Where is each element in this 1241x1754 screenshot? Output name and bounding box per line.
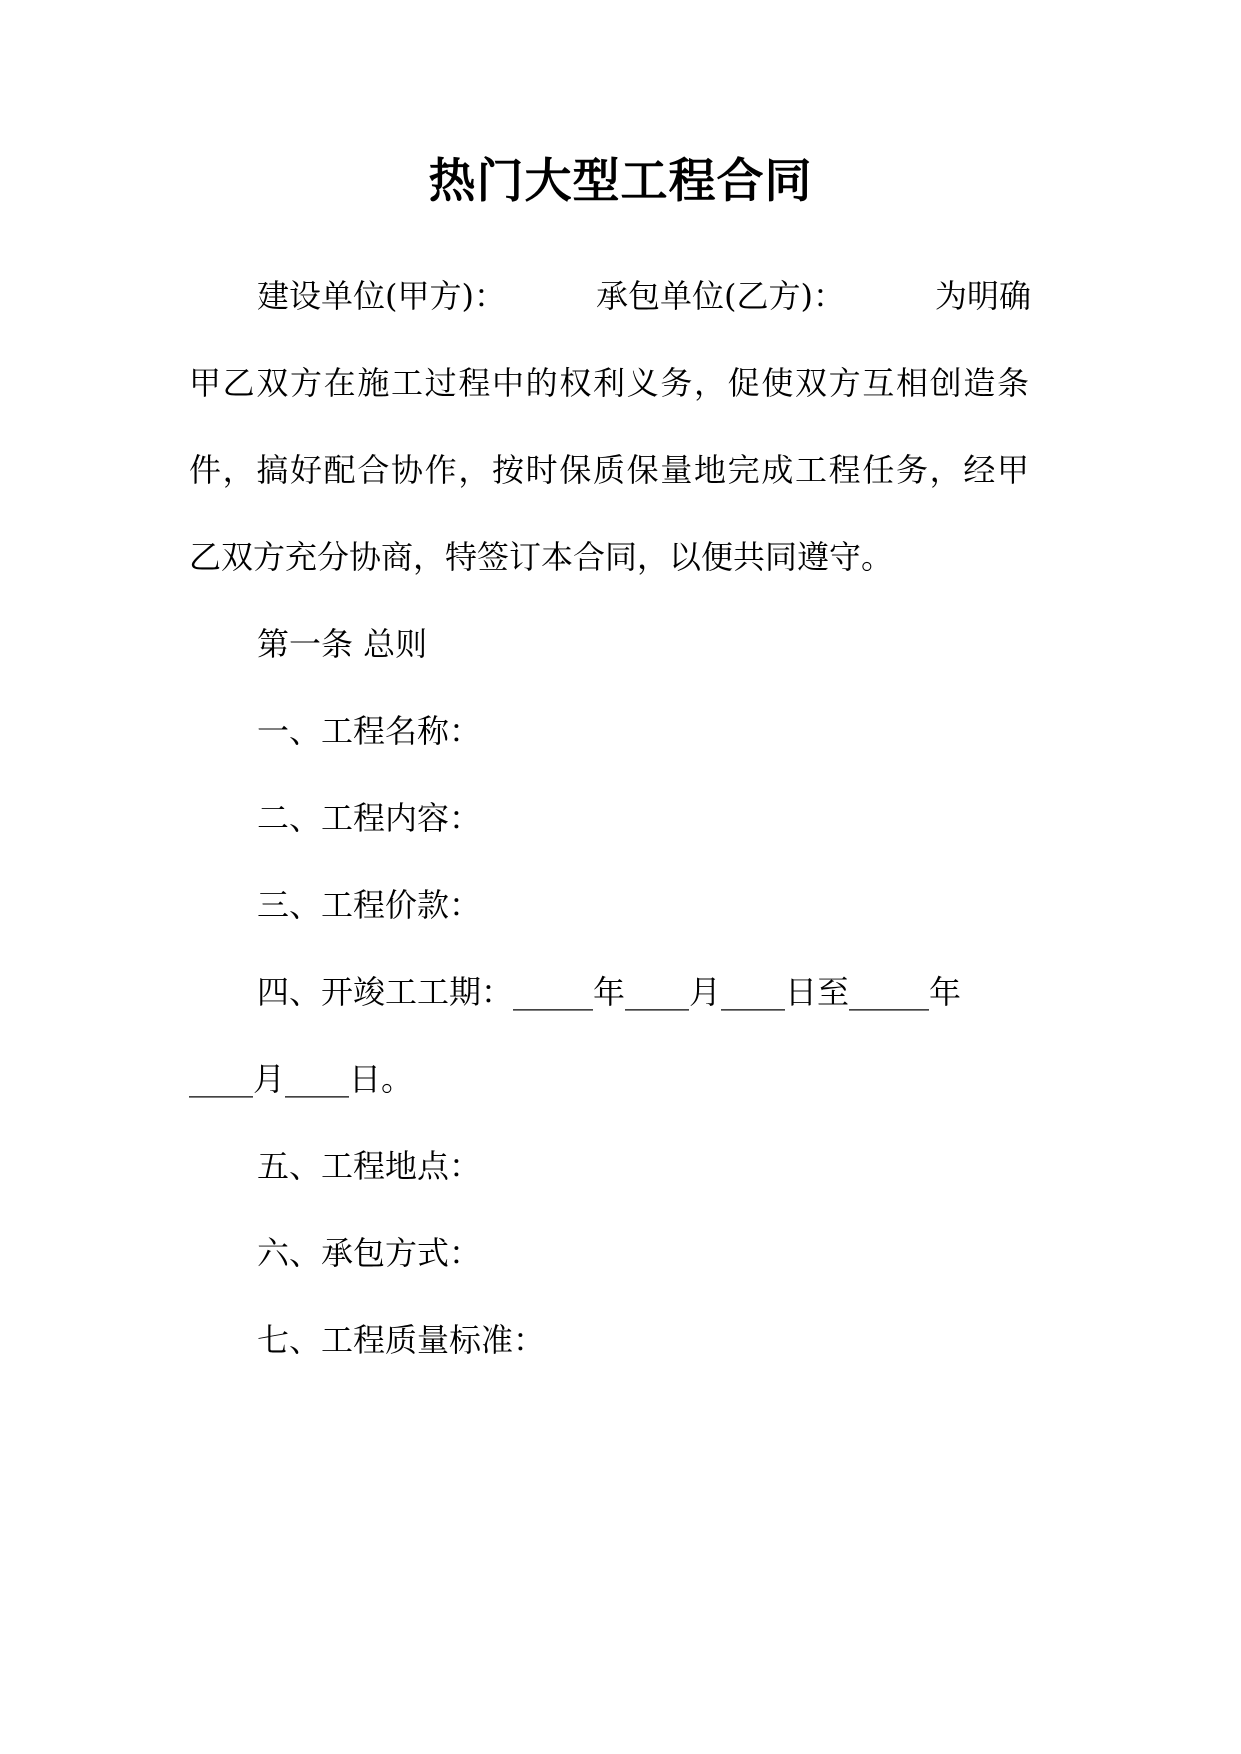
party-a-label: 建设单位(甲方)： <box>257 277 506 315</box>
document-title: 热门大型工程合同 <box>428 154 813 209</box>
item-project-price: 三、工程价款： <box>257 886 482 924</box>
intro-line-1 <box>257 274 1029 318</box>
item-quality-standard: 七、工程质量标准： <box>257 1321 546 1359</box>
item-project-name: 一、工程名称： <box>257 712 482 750</box>
intro-line-1-tail: 为明确 <box>934 277 1031 315</box>
intro-line-2: 甲乙双方在施工过程中的权利义务，促使双方互相创造条 <box>189 364 1029 402</box>
article-1-heading: 第一条 总则 <box>257 625 428 663</box>
item-schedule-line-2: ____月____日。 <box>189 1060 414 1098</box>
item-project-location: 五、工程地点： <box>257 1147 482 1185</box>
intro-line-3: 件，搞好配合协作，按时保质保量地完成工程任务，经甲 <box>189 451 1029 489</box>
item-project-content: 二、工程内容： <box>257 799 482 837</box>
item-schedule-line-1: 四、开竣工工期：_____年____月____日至_____年 <box>257 973 962 1011</box>
intro-line-4: 乙双方充分协商，特签订本合同，以便共同遵守。 <box>189 538 894 576</box>
party-b-label: 承包单位(乙方)： <box>595 277 845 315</box>
item-contract-method: 六、承包方式： <box>257 1234 482 1272</box>
